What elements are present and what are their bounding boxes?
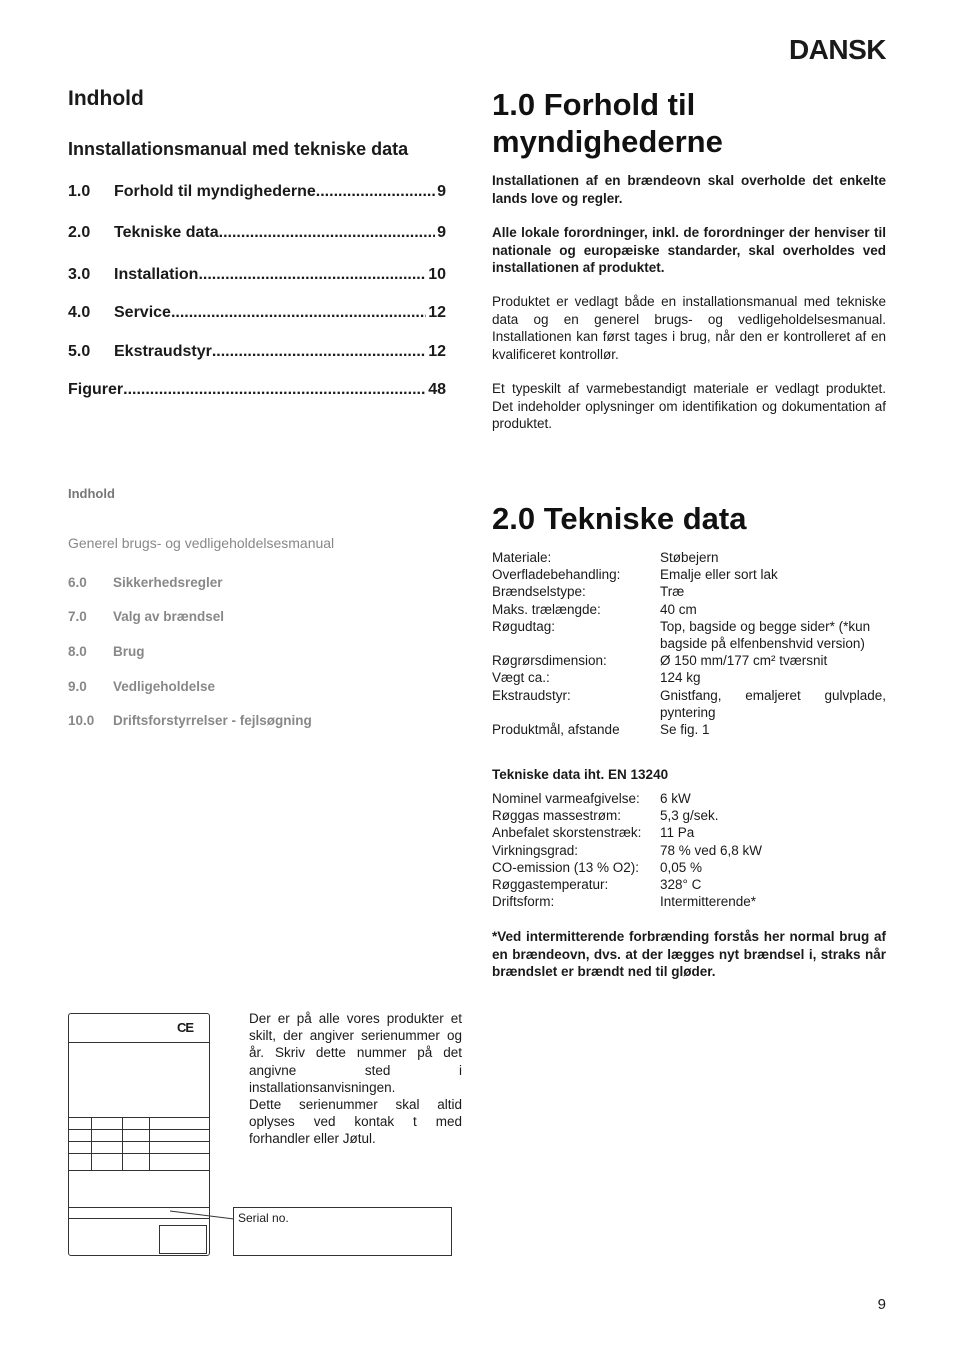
plate-divider [69,1153,209,1154]
plate-divider [69,1207,209,1208]
spec-key: Ekstraudstyr: [492,687,571,703]
plate-divider [69,1141,209,1142]
spec-value: Støbejern [660,550,719,565]
spec-value: Top, bagside og begge sider* (*kun bagside på elfenbenshvid version) [660,618,871,652]
spec-key: Maks. trælængde: [492,601,601,617]
toc-item-title: Service [114,304,171,321]
spec-value: Emalje eller sort lak [660,567,778,583]
spec-row [492,652,886,669]
toc-item[interactable] [68,183,446,201]
toc-item[interactable] [68,343,446,361]
toc-item[interactable] [68,224,446,242]
spec-row [492,549,886,566]
plate-divider [122,1117,123,1170]
spec-value: 124 kg [660,670,701,686]
toc-item-figures[interactable] [68,381,446,399]
section1-paragraph: Produktet er vedlagt både en installationsmanual med tekniske data og en generel brugs- og vedligeholdelsesmanual. Installationen kan først tages i brug, når den er kontrolleret af en kvalificeret kontrollør. [492,294,886,362]
general-toc-number: 9.0 [68,679,87,694]
general-toc-number: 7.0 [68,609,87,624]
spec-value: Intermitterende* [660,894,757,910]
spec-value: Gnistfang, emaljeret gulvplade, pyntering [660,687,886,720]
page-number: 9 [877,1296,886,1313]
section1-title-line2: myndighederne [492,124,723,159]
spec-row [492,566,886,583]
general-toc-item[interactable] [68,644,368,659]
section1-paragraph: Et typeskilt af varmebestandigt materiale er vedlagt produktet. Det indeholder oplysninger om identifikation og dokumentation af produktet. [492,381,886,431]
spec-key: Materiale: [492,550,552,565]
toc-item[interactable] [68,266,446,284]
spec-key: Røgudtag: [492,618,556,634]
general-toc-number: 8.0 [68,644,87,659]
toc-item-title: Tekniske data [114,224,219,241]
spec-key: CO-emission (13 % O2): [492,859,640,875]
spec-key: Driftsform: [492,894,555,910]
toc-dot-leader [212,343,426,361]
plate-divider [69,1129,209,1130]
general-subheading: Generel brugs- og vedligeholdelsesmanual [68,535,335,551]
spec-row [492,824,886,841]
spec-value: 6 kW [660,791,691,806]
toc-heading: Indhold [68,87,144,110]
spec-key: Brændselstype: [492,584,586,600]
section1-paragraph: Installationen af en brændeovn skal overholde det enkelte lands love og regler. [492,173,886,206]
language-label: DANSK [788,34,886,65]
toc-item-number: 5.0 [68,343,91,360]
spec-value: 40 cm [660,601,697,617]
serial-paragraph: Dette serienummer skal altid oplyses ved kontak t med forhandler eller Jøtul. [249,1097,462,1147]
spec-row [492,669,886,686]
toc-item-page: 12 [428,343,446,360]
spec-row [492,807,886,824]
spec-key: Røgrørsdimension: [492,653,607,669]
plate-divider [69,1170,209,1171]
general-toc-title: Valg av brændsel [113,609,225,624]
en-spec-table [492,790,886,910]
plate-divider [69,1117,209,1118]
footnote: *Ved intermitterende forbrænding forstås her normal brug af en brændeovn, dvs. at der lægges nyt brændsel i, straks når brændslet er brændt ned til gløder. [492,929,886,979]
toc-dot-leader [123,381,426,399]
toc-subheading: Innstallationsmanual med tekniske data [68,139,409,159]
toc-dot-leader [316,183,435,201]
general-toc-title: Brug [113,644,145,659]
serial-paragraph: Der er på alle vores produkter et skilt, der angiver serienummer og år. Skriv dette nummer på det angivne sted i installationsanvisningen. [249,1011,462,1095]
general-toc-title: Vedligeholdelse [113,679,216,694]
toc-item-page: 48 [428,381,446,398]
spec-key: Røggastemperatur: [492,877,609,893]
spec-key: Anbefalet skorstenstræk: [492,825,642,841]
toc-dot-leader [198,266,426,284]
spec-row [492,876,886,893]
spec-key: Overfladebehandling: [492,567,621,583]
spec-row [492,859,886,876]
spec-key: Virkningsgrad: [492,842,579,858]
plate-divider [149,1117,150,1170]
spec-row [492,687,886,721]
spec-key: Røggas massestrøm: [492,808,622,824]
spec-key: Vægt ca.: [492,670,550,686]
general-toc-item[interactable] [68,713,368,728]
spec-value: Træ [660,584,685,600]
toc-item-title: Forhold til myndighederne [114,183,316,200]
toc-item-number: 2.0 [68,224,91,241]
spec-key: Produktmål, afstande [492,722,620,738]
toc-item-number: 3.0 [68,266,91,283]
spec-value: 5,3 g/sek. [660,808,719,824]
en-spec-heading: Tekniske data iht. EN 13240 [492,767,669,782]
spec-row [492,721,886,738]
serial-number-box [233,1207,452,1256]
toc-dot-leader [171,304,426,322]
toc-item-page: 10 [428,266,446,283]
general-toc-item[interactable] [68,609,368,624]
general-toc-number: 10.0 [68,713,95,728]
toc-dot-leader [219,224,435,242]
serial-number-field [159,1225,207,1254]
spec-value: Se fig. 1 [660,722,710,738]
spec-row [492,601,886,618]
general-toc-item[interactable] [68,679,368,694]
section2-title: 2.0 Tekniske data [492,501,747,536]
toc-item-title: Installation [114,266,199,283]
plate-divider [69,1042,209,1043]
spec-row [492,790,886,807]
section1-title-line1: 1.0 Forhold til [492,87,696,122]
general-toc-number: 6.0 [68,575,87,590]
spec-value: 78 % ved 6,8 kW [660,842,763,858]
toc-item-title: Figurer [68,381,124,398]
general-toc-item[interactable] [68,575,368,590]
section1-title [492,86,723,160]
spec-key: Nominel varmeafgivelse: [492,791,640,806]
plate-divider [91,1117,92,1170]
toc-item-title: Ekstraudstyr [114,343,212,360]
general-toc-title: Driftsforstyrrelser - fejlsøgning [113,713,312,728]
spec-row [492,842,886,859]
leader-line [170,1210,234,1220]
toc-item-page: 9 [437,183,446,200]
toc-item-number: 1.0 [68,183,91,200]
general-toc-title: Sikkerhedsregler [113,575,223,590]
spec-row [492,583,886,600]
spec-value: 0,05 % [660,859,703,875]
toc-item-page: 9 [437,224,446,241]
ce-mark: CE [177,1020,194,1035]
spec-value: 328° C [660,877,702,893]
spec-table [492,549,886,738]
spec-value: 11 Pa [660,825,695,841]
spec-row [492,893,886,910]
toc-item-page: 12 [428,304,446,321]
toc-item[interactable] [68,304,446,322]
serial-label: Serial no. [238,1211,289,1225]
general-heading: Indhold [68,486,115,501]
spec-value: Ø 150 mm/177 cm² tværsnit [660,653,828,669]
toc-item-number: 4.0 [68,304,91,321]
section1-paragraph: Alle lokale forordninger, inkl. de forordninger der henviser til nationale og europæiske standarder, skal overholdes ved installationen af produktet. [492,225,886,275]
spec-row [492,618,886,652]
